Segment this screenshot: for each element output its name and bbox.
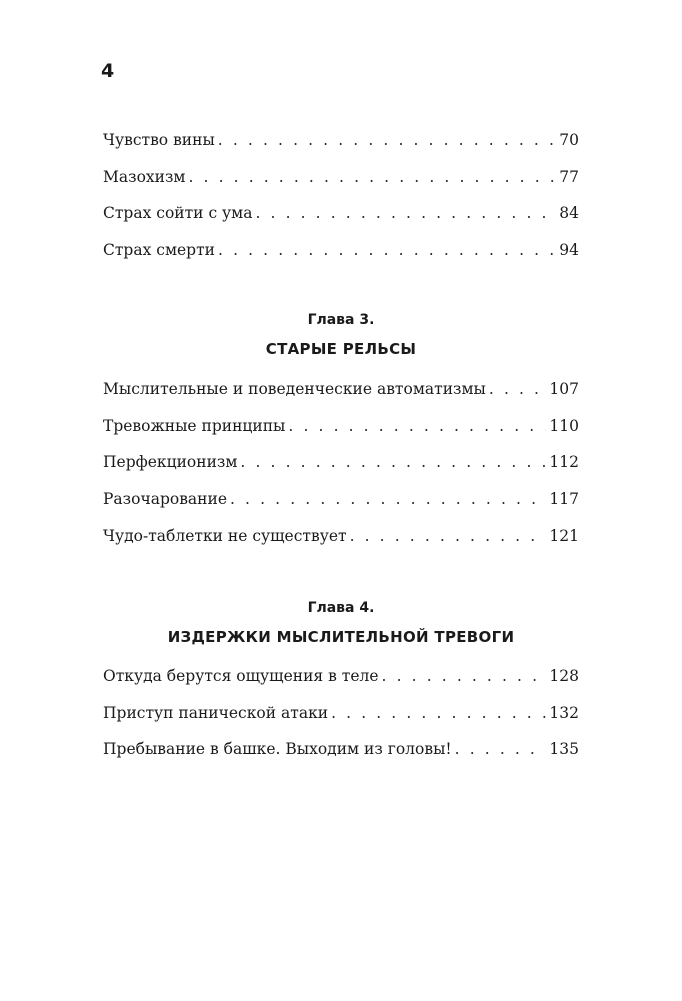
toc-entry-title: Приступ панической атаки bbox=[103, 703, 329, 722]
toc-dot-leader bbox=[188, 168, 556, 186]
toc-entry-page: 128 bbox=[549, 667, 579, 685]
toc-entry-title: Откуда берутся ощущения в теле bbox=[103, 667, 379, 685]
chapter-4-heading bbox=[103, 598, 579, 647]
toc-dot-leader bbox=[382, 667, 547, 685]
toc-entry-title: Разочарование bbox=[103, 490, 227, 509]
chapter-name: ИЗДЕРЖКИ МЫСЛИТЕЛЬНОЙ ТРЕВОГИ bbox=[167, 628, 515, 646]
toc-section-chapter-3 bbox=[103, 380, 579, 563]
toc-entry-page: 117 bbox=[549, 490, 579, 509]
toc-entry bbox=[103, 168, 579, 205]
toc-dot-leader bbox=[489, 380, 547, 398]
toc-entry bbox=[103, 131, 579, 168]
toc-entry-page: 84 bbox=[559, 204, 579, 223]
toc-dot-leader bbox=[218, 241, 556, 259]
toc-entry-page: 110 bbox=[549, 416, 579, 435]
toc-entry-title: Мыслительные и поведенческие автоматизмы bbox=[103, 380, 486, 398]
toc-entry-title: Пребывание в башке. Выходим из головы! bbox=[103, 740, 452, 759]
toc-entry-title: Страх смерти bbox=[103, 241, 216, 260]
toc-entry-page: 107 bbox=[549, 380, 579, 398]
toc-entry bbox=[103, 204, 579, 241]
toc-entry-page: 70 bbox=[559, 131, 579, 149]
page-number: 4 bbox=[101, 60, 115, 82]
toc-entry-title: Мазохизм bbox=[103, 167, 186, 186]
toc-entry-title: Тревожные принципы bbox=[103, 416, 286, 435]
toc-entry-page: 132 bbox=[549, 703, 579, 722]
toc-entry-title: Чудо-таблетки не существует bbox=[103, 526, 347, 545]
toc-entry-page: 112 bbox=[549, 453, 579, 472]
toc-dot-leader bbox=[255, 204, 556, 222]
toc-entry bbox=[103, 527, 579, 564]
toc-section-continued bbox=[103, 131, 579, 278]
toc-entry-title: Перфекционизм bbox=[103, 453, 238, 472]
toc-dot-leader bbox=[331, 704, 546, 722]
toc-section-chapter-4 bbox=[103, 667, 579, 777]
toc-dot-leader bbox=[350, 527, 547, 545]
toc-dot-leader bbox=[218, 131, 556, 149]
toc-entry bbox=[103, 490, 579, 527]
toc-entry-page: 77 bbox=[559, 167, 579, 186]
toc-dot-leader bbox=[455, 740, 547, 758]
toc-entry bbox=[103, 380, 579, 417]
toc-entry bbox=[103, 667, 579, 704]
toc-entry-title: Страх сойти с ума bbox=[103, 204, 253, 223]
chapter-label: Глава 4. bbox=[307, 600, 375, 616]
toc-entry-title: Чувство вины bbox=[103, 131, 215, 149]
toc-entry bbox=[103, 417, 579, 454]
toc-dot-leader bbox=[240, 453, 546, 471]
toc-entry bbox=[103, 241, 579, 278]
chapter-label: Глава 3. bbox=[307, 312, 375, 328]
toc-entry-page: 121 bbox=[549, 526, 579, 545]
toc-dot-leader bbox=[288, 417, 546, 435]
chapter-3-heading bbox=[103, 310, 579, 359]
toc-entry bbox=[103, 453, 579, 490]
toc-entry bbox=[103, 740, 579, 777]
toc-entry-page: 94 bbox=[559, 241, 579, 260]
toc-dot-leader bbox=[230, 490, 546, 508]
chapter-name: СТАРЫЕ РЕЛЬСЫ bbox=[265, 340, 417, 358]
toc-entry bbox=[103, 704, 579, 741]
toc-entry-page: 135 bbox=[549, 740, 579, 759]
